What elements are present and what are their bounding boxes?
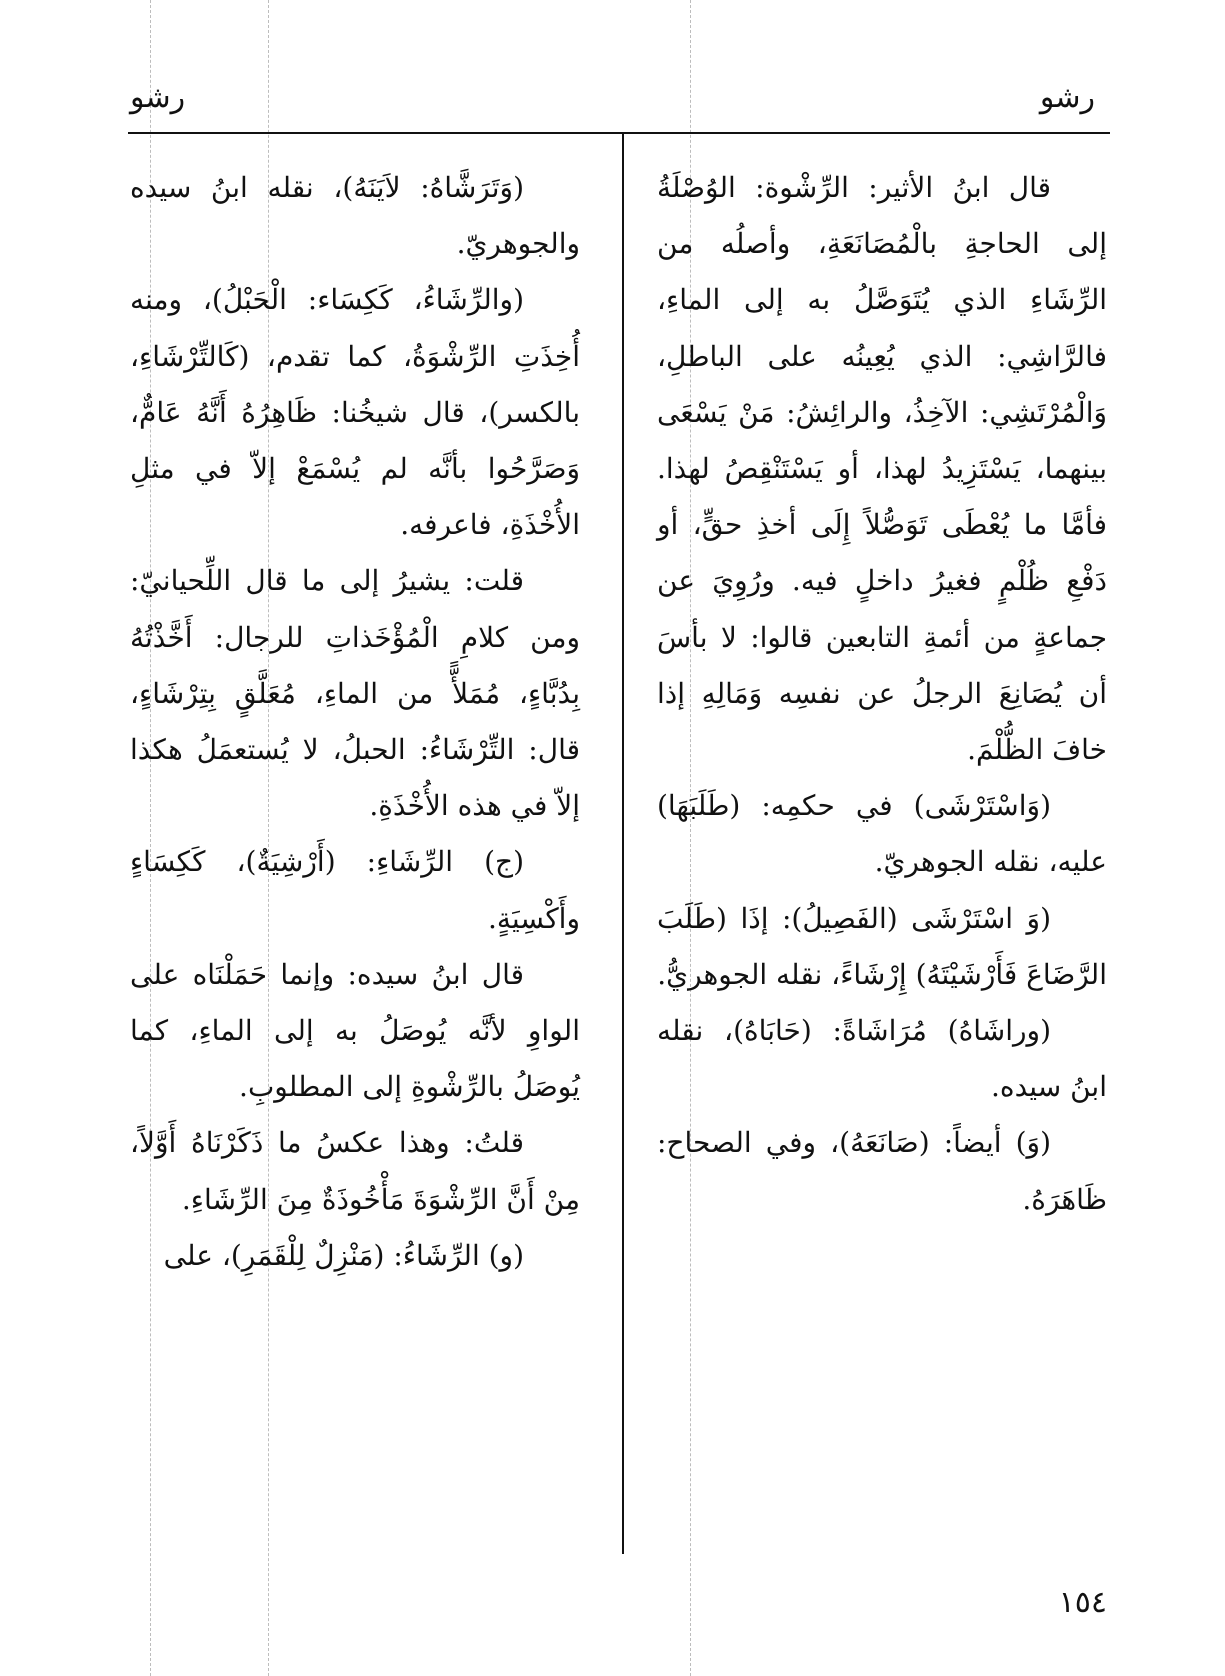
paragraph: (و) الرِّشَاءُ: (مَنْزِلٌ لِلْقَمَرِ)، على (163, 1238, 524, 1272)
paragraph: (وَ اسْتَرْشَى (الفَصِيلُ): إذَا (طَلَبَ الرَّضَاعَ فَأَرْشَيْتَهُ) إِرْشَاءً، نقله الجوهريُّ. (657, 901, 1107, 991)
page-number: ١٥٤ (1058, 1585, 1107, 1620)
column-divider (622, 134, 624, 1554)
paragraph: قال ابنُ الأثير: الرِّشْوة: الوُصْلَةُ إلى الحاجةِ بالْمُصَانَعَةِ، وأصلُه من الرِّشَاءِ الذي يُتَوَصَّلُ به إلى الماءِ، فالرَّاشِي: الذي يُعِينُه على الباطلِ، وَالْمُرْتَشِي: الآخِذُ، والرائِشُ: مَنْ يَسْعَى بينهما، يَسْتَزِيدُ لهذا، أو يَسْتَنْقِصُ لهذا. فأمَّا ما يُعْطَى تَوَصُّلاً إِلَى أخذِ حقٍّ، أو دَفْعِ ظُلْمٍ فغيرُ داخلٍ فيه. ورُوِيَ عن جماعةٍ من أئمةِ التابعين قالوا: لا بأسَ أن يُصَانِعَ الرجلُ عن نفسِه وَمَالِهِ إذا خافَ الظُّلْمَ. (657, 171, 1107, 767)
header-rule (128, 132, 1110, 134)
paragraph: (والرِّشَاءُ، كَكِسَاء: الْحَبْلُ)، ومنه أُخِذَتِ الرِّشْوَةُ، كما تقدم، (كَالتِّرْشَاءِ، بالكسر)، قال شيخُنا: ظَاهِرُهُ أَنَّهُ عَامٌّ، وَصَرَّحُوا بأنَّه لم يُسْمَعْ إلاّ في مثلِ الأُخْذَةِ، فاعرفه. (130, 283, 580, 542)
header-word-left: رشو (130, 80, 186, 115)
paragraph: قال ابنُ سيده: وإنما حَمَلْنَاه على الواوِ لأنَّه يُوصَلُ به إلى الماءِ، كما يُوصَلُ بالرِّشْوةِ إلى المطلوبِ. (130, 957, 580, 1104)
paragraph: (وَتَرَشَّاهُ: لاَيَنَهُ)، نقله ابنُ سيده والجوهريّ. (130, 171, 580, 261)
header-word-right: رشو (1039, 80, 1095, 115)
left-column (130, 160, 580, 1284)
paragraph: (وَاسْتَرْشَى) في حكمِه: (طَلَبَهَا) عليه، نقله الجوهريّ. (657, 789, 1107, 879)
paragraph: (وراشَاهُ) مُرَاشَاةً: (حَابَاهُ)، نقله ابنُ سيده. (657, 1014, 1107, 1104)
paragraph: قلت: يشيرُ إلى ما قال اللِّحيانيّ: ومن كلامِ الْمُؤْخَذاتِ للرجال: أَخَّذْتُهُ بِدُبَّاءٍ، مُمَلأًّ من الماءِ، مُعَلَّقٍ بِتِرْشَاءٍ، قال: التِّرْشَاءُ: الحبلُ، لا يُستعمَلُ هكذا إلاّ في هذه الأُخْذَةِ. (130, 564, 580, 823)
paragraph: (وَ) أيضاً: (صَانَعَهُ)، وفي الصحاح: ظَاهَرَهُ. (657, 1126, 1107, 1216)
paragraph: قلتُ: وهذا عكسُ ما ذَكَرْنَاهُ أَوَّلاً، مِنْ أَنَّ الرِّشْوَةَ مَأْخُوذَةٌ مِنَ الرِّشَاءِ. (130, 1126, 580, 1216)
paragraph: (ج) الرِّشَاءِ: (أَرْشِيَةٌ)، كَكِسَاءٍ وأَكْسِيَةٍ. (130, 845, 580, 935)
right-column (657, 160, 1107, 1228)
